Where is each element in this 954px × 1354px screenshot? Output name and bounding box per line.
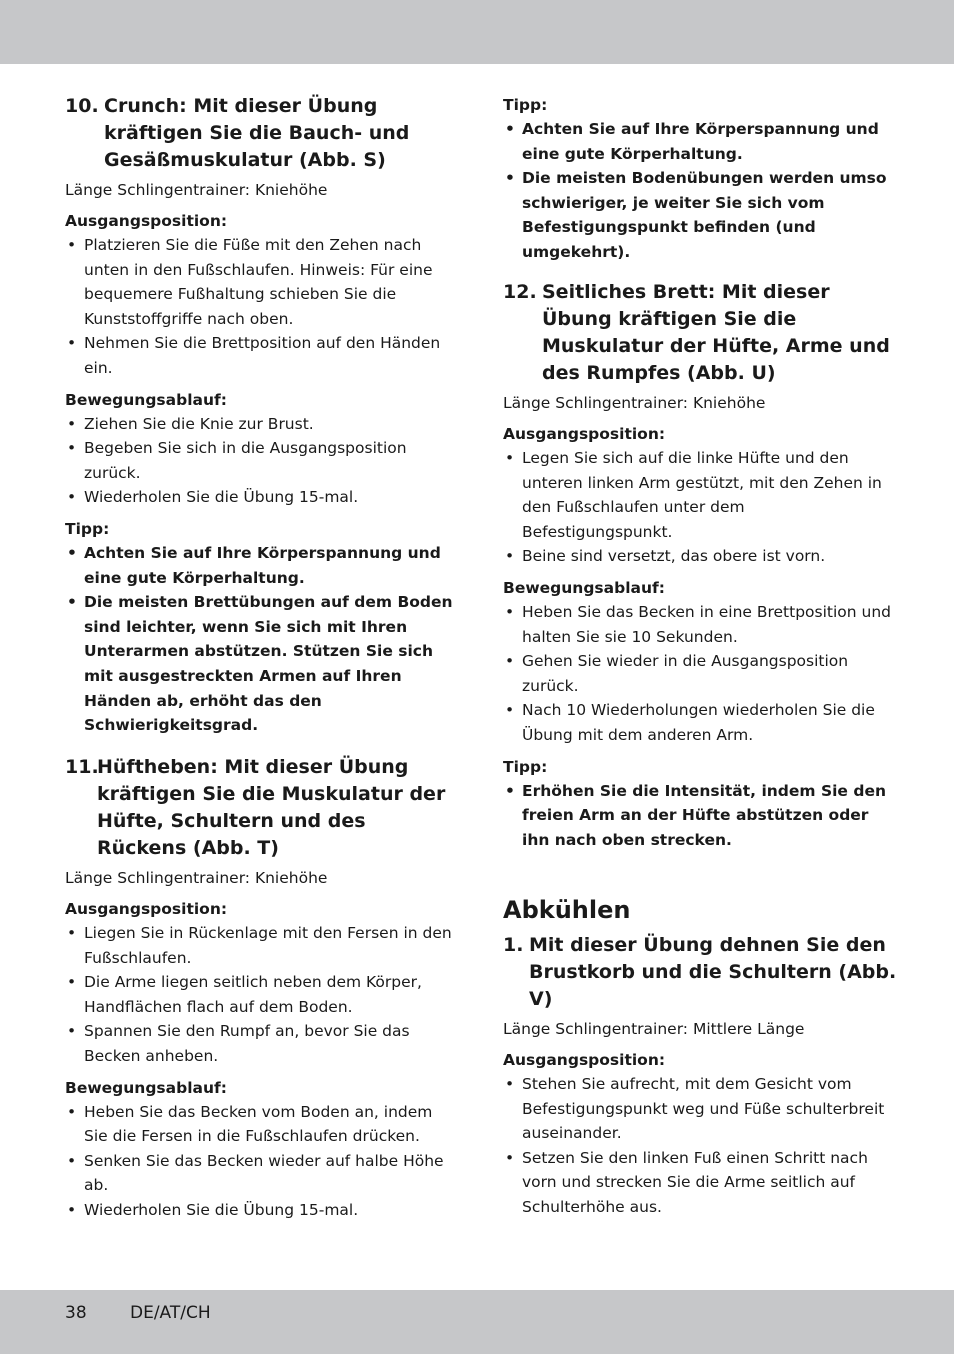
section-cooldown bbox=[503, 895, 898, 1220]
list-item: • Die meisten Brettübungen auf dem Boden sind leichter, wenn Sie sich mit Ihren Unterarmen abstützen. Stützen Sie sich mit ausgestreckten Armen auf Ihren Händen ab, erhöht das den Schwierigkeitsgrad. bbox=[65, 590, 460, 738]
movement-label: Bewegungsablauf: bbox=[503, 578, 665, 597]
list-item: • Beine sind versetzt, das obere ist vorn. bbox=[503, 544, 898, 569]
locale-label: DE/AT/CH bbox=[130, 1303, 211, 1323]
start-position-list bbox=[503, 446, 898, 569]
tip-label: Tipp: bbox=[503, 757, 548, 776]
section-heading bbox=[503, 932, 898, 1013]
section-number: 10. bbox=[65, 95, 99, 117]
trainer-length: Länge Schlingentrainer: Mittlere Länge bbox=[503, 1020, 805, 1038]
list-item: • Legen Sie sich auf die linke Hüfte und den unteren linken Arm gestützt, mit den Zehen in den Fußschlaufen unter dem Befestigungspunkt. bbox=[503, 446, 898, 544]
list-item: • Setzen Sie den linken Fuß einen Schritt nach vorn und strecken Sie die Arme seitlich auf Schulterhöhe aus. bbox=[503, 1146, 898, 1220]
list-item: • Die meisten Bodenübungen werden umso schwieriger, je weiter Sie sich vom Befestigungspunkt befinden (und umgekehrt). bbox=[503, 166, 898, 264]
movement-label: Bewegungsablauf: bbox=[65, 1078, 227, 1097]
list-item: • Heben Sie das Becken in eine Brettposition und halten Sie sie 10 Sekunden. bbox=[503, 600, 898, 649]
list-item: • Spannen Sie den Rumpf an, bevor Sie das Becken anheben. bbox=[65, 1019, 460, 1068]
section-heading bbox=[65, 93, 460, 174]
tip-label: Tipp: bbox=[503, 96, 548, 114]
list-item: • Achten Sie auf Ihre Körperspannung und eine gute Körperhaltung. bbox=[503, 117, 898, 166]
start-position-label: Ausgangsposition: bbox=[503, 1051, 666, 1069]
list-item: • Nehmen Sie die Brettposition auf den Händen ein. bbox=[65, 331, 460, 380]
section-hip-raise bbox=[65, 754, 460, 1223]
start-position-list bbox=[65, 233, 460, 381]
start-position-label: Ausgangsposition: bbox=[65, 212, 228, 230]
list-item: • Begeben Sie sich in die Ausgangsposition zurück. bbox=[65, 436, 460, 485]
list-item: • Wiederholen Sie die Übung 15-mal. bbox=[65, 1198, 460, 1223]
list-item: • Wiederholen Sie die Übung 15-mal. bbox=[65, 485, 460, 510]
section-heading bbox=[503, 279, 898, 387]
trainer-length: Länge Schlingentrainer: Kniehöhe bbox=[503, 394, 766, 412]
section-heading bbox=[65, 754, 460, 862]
movement-list bbox=[65, 412, 460, 510]
start-position-list bbox=[503, 1072, 898, 1220]
section-title: Crunch: Mit dieser Übung kräftigen Sie die Bauch- und Gesäßmuskulatur (Abb. S) bbox=[104, 95, 410, 171]
section-tip-continued bbox=[503, 93, 898, 265]
list-item: • Platzieren Sie die Füße mit den Zehen nach unten in den Fußschlaufen. Hinweis: Für eine bequemere Fußhaltung schieben Sie die Kunststoffgriffe nach oben. bbox=[65, 233, 460, 331]
tip-list bbox=[503, 117, 898, 265]
section-side-plank bbox=[503, 279, 898, 852]
trainer-length: Länge Schlingentrainer: Kniehöhe bbox=[65, 869, 328, 887]
start-position-list bbox=[65, 921, 460, 1069]
section-title: Seitliches Brett: Mit dieser Übung kräftigen Sie die Muskulatur der Hüfte, Arme und des Rumpfes (Abb. U) bbox=[542, 281, 890, 384]
section-number: 12. bbox=[503, 281, 537, 303]
section-number: 11. bbox=[65, 756, 99, 778]
start-position-label: Ausgangsposition: bbox=[65, 900, 228, 918]
section-number: 1. bbox=[503, 934, 524, 956]
movement-label: Bewegungsablauf: bbox=[65, 390, 227, 409]
header-bar bbox=[0, 0, 954, 64]
start-position-label: Ausgangsposition: bbox=[503, 425, 666, 443]
list-item: • Nach 10 Wiederholungen wiederholen Sie die Übung mit dem anderen Arm. bbox=[503, 698, 898, 747]
movement-list bbox=[65, 1100, 460, 1223]
tip-list bbox=[503, 779, 898, 853]
tip-label: Tipp: bbox=[65, 519, 110, 538]
list-item: • Liegen Sie in Rückenlage mit den Fersen in den Fußschlaufen. bbox=[65, 921, 460, 970]
page-number: 38 bbox=[65, 1303, 87, 1323]
list-item: • Senken Sie das Becken wieder auf halbe Höhe ab. bbox=[65, 1149, 460, 1198]
list-item: • Die Arme liegen seitlich neben dem Körper, Handflächen flach auf dem Boden. bbox=[65, 970, 460, 1019]
list-item: • Gehen Sie wieder in die Ausgangsposition zurück. bbox=[503, 649, 898, 698]
list-item: • Heben Sie das Becken vom Boden an, indem Sie die Fersen in die Fußschlaufen drücken. bbox=[65, 1100, 460, 1149]
section-title: Mit dieser Übung dehnen Sie den Brustkorb und die Schultern (Abb. V) bbox=[529, 934, 897, 1010]
tip-list bbox=[65, 541, 460, 738]
list-item: • Erhöhen Sie die Intensität, indem Sie den freien Arm an der Hüfte abstützen oder ihn nach oben strecken. bbox=[503, 779, 898, 853]
movement-list bbox=[503, 600, 898, 748]
list-item: • Ziehen Sie die Knie zur Brust. bbox=[65, 412, 460, 437]
cooldown-heading: Abkühlen bbox=[503, 896, 631, 924]
section-title: Hüftheben: Mit dieser Übung kräftigen Sie die Muskulatur der Hüfte, Schultern und des Rückens (Abb. T) bbox=[97, 756, 446, 859]
trainer-length: Länge Schlingentrainer: Kniehöhe bbox=[65, 181, 328, 199]
section-crunch bbox=[65, 93, 460, 738]
list-item: • Achten Sie auf Ihre Körperspannung und eine gute Körperhaltung. bbox=[65, 541, 460, 590]
list-item: • Stehen Sie aufrecht, mit dem Gesicht vom Befestigungspunkt weg und Füße schulterbreit auseinander. bbox=[503, 1072, 898, 1146]
